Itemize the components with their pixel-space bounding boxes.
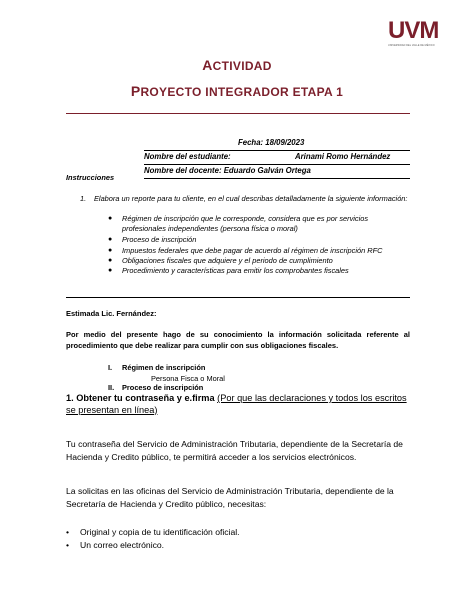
page-title (0, 57, 474, 73)
title-divider (66, 113, 410, 114)
teacher-row (144, 166, 410, 177)
body-paragraph: Tu contraseña del Servicio de Administración Tributaria, dependiente de la Secretaría de Hacienda y Credito público, te permitirá acceder a los servicios electrónicos. (66, 439, 403, 462)
bullet-icon: • (66, 527, 70, 537)
date-row (144, 138, 410, 149)
greeting: Estimada Lic. Fernández: (66, 309, 157, 318)
title-rest: CTIVIDAD (212, 59, 272, 73)
instruction-bullet: Régimen de inscripción que le corresponde, considera que es por servicios profesionales independientes (persona física o moral) (122, 214, 369, 234)
instruction-text: Elabora un reporte para tu cliente, en el cual describas detalladamente la siguiente información: (94, 194, 408, 203)
instructions-heading: Instrucciones (66, 173, 115, 182)
bullet-icon: ● (108, 236, 113, 243)
step-heading (66, 393, 416, 416)
info-divider (144, 150, 410, 151)
page-subtitle (0, 83, 474, 99)
student-row (144, 152, 410, 163)
step-note: (Por que las declaraciones y todos los escritos se presentan en línea) (66, 393, 407, 415)
section-number: II. (108, 383, 115, 392)
info-divider (144, 164, 410, 165)
section-subtext: Persona Fisca o Moral (151, 374, 225, 383)
section-divider (66, 297, 410, 298)
student-label: Nombre del estudiante: (144, 152, 231, 161)
date-value: Fecha: 18/09/2023 (238, 138, 305, 147)
bullet-icon: ● (108, 267, 113, 274)
logo-tagline: UNIVERSIDAD DEL VALLE DE MÉXICO (388, 44, 435, 47)
section-heading: Proceso de inscripción (122, 383, 204, 392)
instruction-bullet: Impuestos federales que debe pagar de acuerdo al régimen de inscripción RFC (122, 246, 383, 255)
section-heading: Régimen de inscripción (122, 363, 206, 372)
list-item: Un correo electrónico. (80, 540, 165, 550)
student-value: Arinami Romo Hernández (295, 152, 391, 161)
bullet-icon: ● (108, 247, 113, 254)
subtitle-cap: P (130, 83, 141, 99)
uvm-logo (388, 16, 444, 47)
uvm-logo-text: UVM (388, 17, 439, 42)
section-number: I. (108, 363, 113, 372)
subtitle-rest: ROYECTO INTEGRADOR ETAPA 1 (140, 85, 344, 99)
bullet-icon: ● (108, 215, 113, 222)
instruction-bullet: Proceso de inscripción (122, 235, 197, 244)
uvm-logo-mark (388, 16, 444, 42)
instruction-bullet: Procedimiento y características para emitir los comprobantes fiscales (122, 266, 349, 275)
bullet-icon: • (66, 540, 70, 550)
body-paragraph: La solicitas en las oficinas del Servicio de Administración Tributaria, dependiente de la Secretaría de Hacienda y Credito público, necesitas: (66, 486, 394, 509)
step-title: 1. Obtener tu contraseña y e.firma (66, 393, 215, 403)
bullet-icon: ● (108, 257, 113, 264)
teacher-line: Nombre del docente: Eduardo Galván Ortega (144, 166, 311, 175)
info-divider (144, 178, 410, 179)
list-item: Original y copia de tu identificación oficial. (80, 527, 240, 537)
title-cap: A (202, 57, 213, 73)
intro-paragraph: Por medio del presente hago de su conocimiento la información solicitada referente al procedimiento que debe realizar para cumplir con sus obligaciones fiscales. (66, 330, 410, 350)
instruction-number: 1. (80, 194, 87, 203)
instruction-bullet: Obligaciones fiscales que adquiere y el periodo de cumplimiento (122, 256, 333, 265)
